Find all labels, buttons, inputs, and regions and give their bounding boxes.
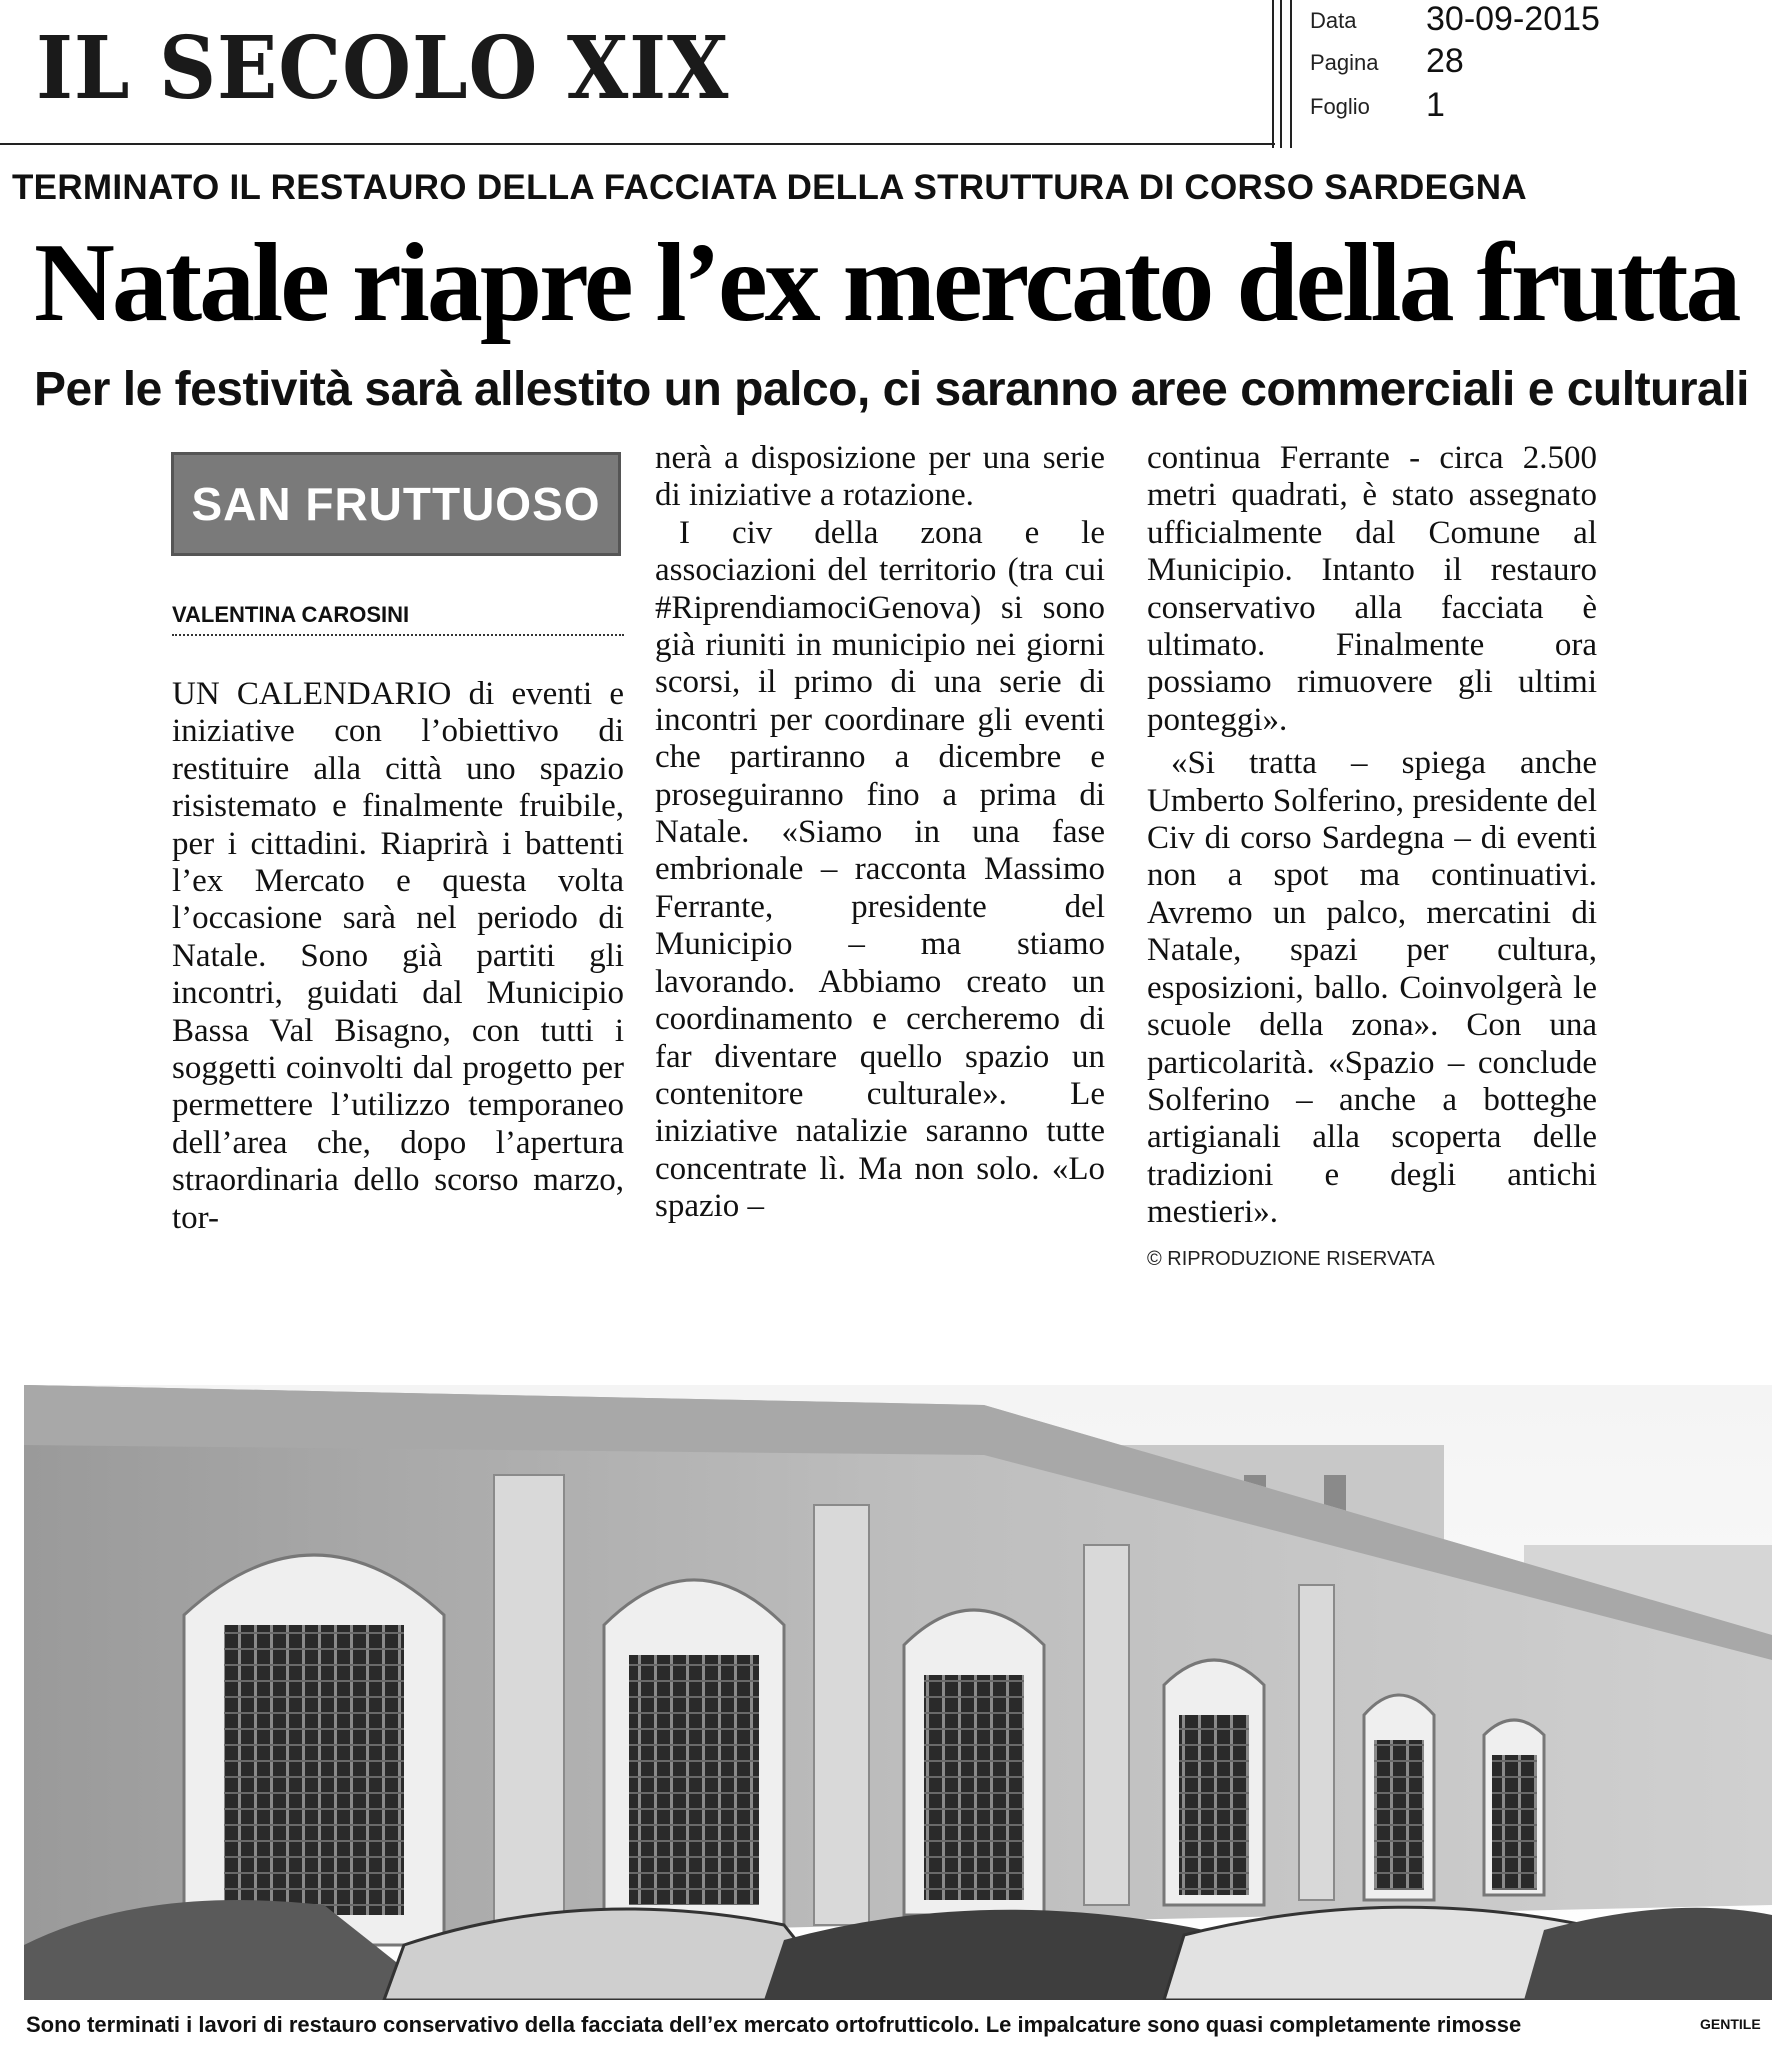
newspaper-logo: IL SECOLO XIX bbox=[36, 18, 730, 119]
masthead-rule bbox=[0, 143, 1275, 145]
meta-row-sheet bbox=[1306, 86, 1776, 130]
masthead bbox=[0, 0, 1790, 152]
paragraph: continua Ferrante - circa 2.500 metri quadrati, è stato assegnato ufficialmente dal Comune al Municipio. Intanto il restauro conservativo alla facciata è ultimato. Finalmente ora possiamo rimuovere gli ultimi ponteggi». bbox=[1147, 440, 1597, 738]
meta-label: Pagina bbox=[1310, 50, 1379, 75]
masthead-divider bbox=[1272, 0, 1274, 148]
photo-caption: Sono terminati i lavori di restauro conservativo della facciata dell’ex mercato ortofrutticolo. Le impalcature sono quasi completamente rimosse bbox=[26, 2012, 1522, 2037]
byline: VALENTINA CAROSINI bbox=[172, 602, 624, 636]
copyright-notice: © RIPRODUZIONE RISERVATA bbox=[1147, 1248, 1435, 1270]
meta-label: Foglio bbox=[1310, 94, 1370, 119]
paragraph: nerà a disposizione per una serie di iniziative a rotazione. bbox=[655, 440, 1105, 514]
paragraph: I civ della zona e le associazioni del territorio (tra cui #RiprendiamociGenova) si sono già riuniti in municipio nei giorni scorsi, il primo di una serie di incontri per coordinare gli eventi che partiranno a dicembre e proseguiranno fino a prima di Natale. «Siamo in una fase embrionale – racconta Massimo Ferrante, presidente del Municipio – ma stiamo lavorando. Abbiamo creato un coordinamento e cercheremo di far diventare quello spazio un contenitore culturale». Le iniziative natalizie saranno tutte concentrate lì. Ma non solo. «Lo spazio – bbox=[655, 514, 1105, 1225]
section-label: SAN FRUTTUOSO bbox=[191, 478, 601, 530]
article-column-1 bbox=[172, 676, 624, 1237]
section-badge bbox=[171, 452, 621, 556]
article-kicker: TERMINATO IL RESTAURO DELLA FACCIATA DELLA STRUTTURA DI CORSO SARDEGNA bbox=[12, 168, 1527, 207]
paragraph: «Si tratta – spiega anche Umberto Solferino, presidente del Civ di corso Sardegna – di eventi non a spot ma continuativi. Avremo un palco, mercatini di Natale, spazi per cultura, esposizioni, ballo. Coinvolgerà le scuole della zona». Con una particolarità. «Spazio – conclude Solferino – anche a botteghe artigianali alla scoperta delle tradizioni e degli antichi mestieri». bbox=[1147, 745, 1597, 1231]
masthead-divider bbox=[1290, 0, 1292, 148]
meta-value: 1 bbox=[1426, 86, 1445, 124]
article-title: Natale riapre l’ex mercato della frutta bbox=[34, 221, 1739, 345]
meta-row-date bbox=[1306, 0, 1776, 44]
photo-credit: GENTILE bbox=[1700, 2016, 1761, 2032]
meta-row-page bbox=[1306, 42, 1776, 86]
masthead-divider bbox=[1280, 0, 1282, 148]
article-column-2 bbox=[655, 440, 1105, 1226]
paragraph: UN CALENDARIO di eventi e iniziative con l’obiettivo di restituire alla città uno spazio risistemato e finalmente fruibile, per i cittadini. Riaprirà i battenti l’ex Mercato e questa volta l’occasione sarà nel periodo di Natale. Sono già partiti gli incontri, guidati dal Municipio Bassa Val Bisagno, con tutti i soggetti coinvolti dal progetto per permettere l’utilizzo temporaneo dell’area che, dopo l’apertura straordinaria dello scorso marzo, tor- bbox=[172, 676, 624, 1236]
article-subtitle: Per le festività sarà allestito un palco, ci saranno aree commerciali e culturali bbox=[34, 363, 1749, 416]
meta-label: Data bbox=[1310, 8, 1357, 33]
article-column-3 bbox=[1147, 440, 1597, 1232]
meta-value: 28 bbox=[1426, 42, 1464, 80]
meta-value: 30-09-2015 bbox=[1426, 0, 1600, 38]
article-photo bbox=[24, 1385, 1772, 2000]
